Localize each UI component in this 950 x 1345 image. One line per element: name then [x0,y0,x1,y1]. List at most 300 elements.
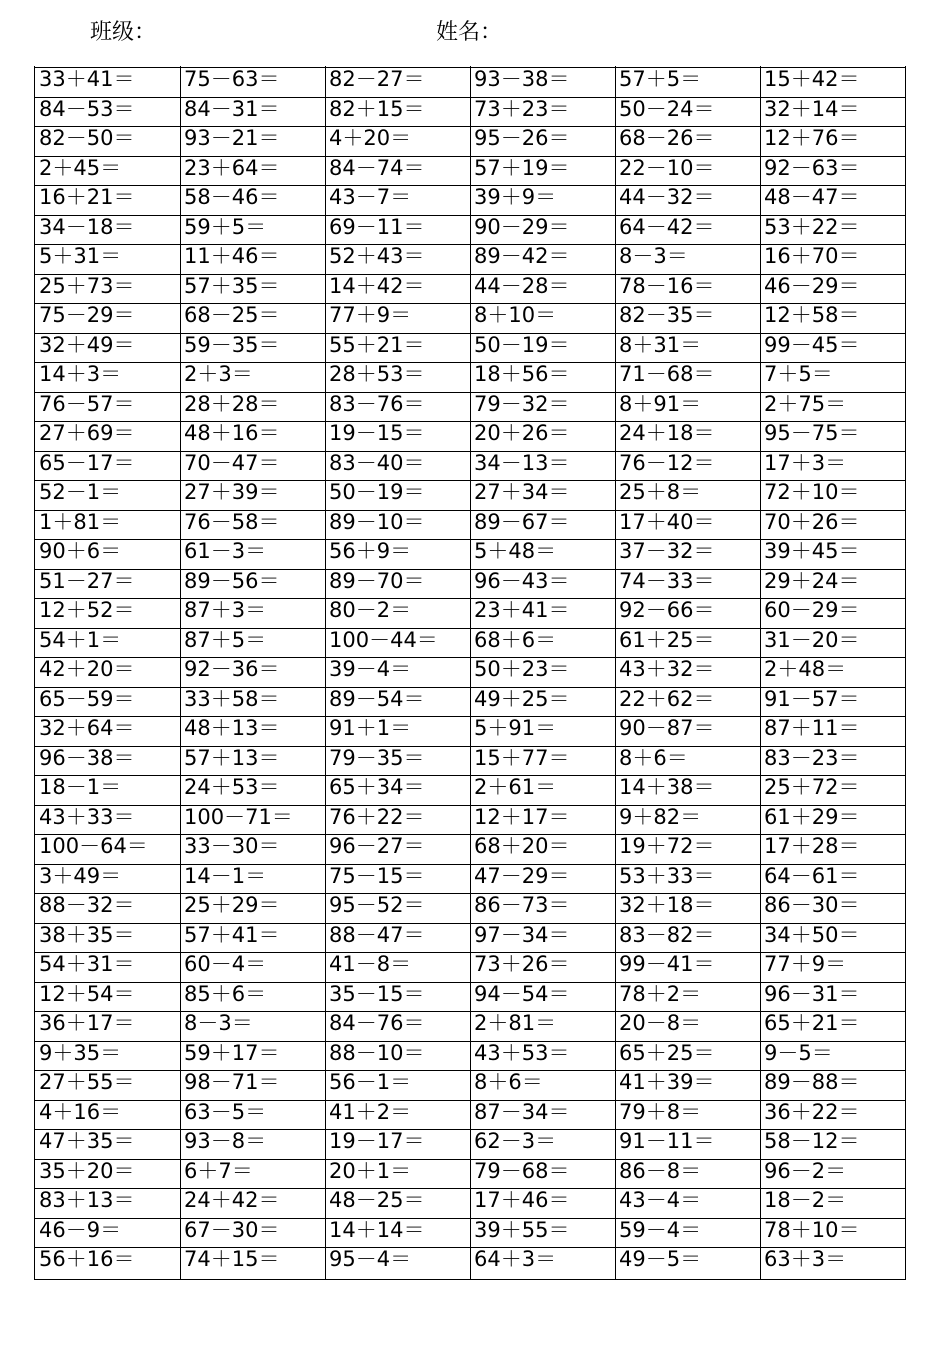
arithmetic-problem: 96－2＝ [764,1158,847,1183]
row-rule [35,333,905,334]
problem-row [35,686,905,716]
arithmetic-problem: 84－74＝ [329,155,425,180]
arithmetic-problem: 90－87＝ [619,716,715,740]
arithmetic-problem: 58－12＝ [764,1129,860,1153]
arithmetic-problem: 43－7＝ [329,185,412,209]
arithmetic-problem: 25＋8＝ [619,480,702,504]
arithmetic-problem: 59＋5＝ [184,214,267,239]
arithmetic-problem: 53＋22＝ [764,214,860,239]
row-rule [35,1188,905,1189]
row-rule [35,1100,905,1101]
arithmetic-problem: 27＋55＝ [39,1070,135,1094]
arithmetic-problem: 4＋16＝ [39,1099,122,1124]
row-rule [35,97,905,98]
arithmetic-problem: 2＋75＝ [764,391,847,416]
arithmetic-problem: 38＋35＝ [39,922,135,947]
arithmetic-problem: 80－2＝ [329,598,412,622]
row-rule [35,1159,905,1160]
arithmetic-problem: 52＋43＝ [329,244,425,268]
problem-row [35,981,905,1011]
arithmetic-problem: 82＋15＝ [329,96,425,121]
arithmetic-problem: 32＋14＝ [764,96,860,121]
row-rule [35,362,905,363]
arithmetic-problem: 55＋21＝ [329,332,425,357]
arithmetic-problem: 78＋10＝ [764,1217,860,1242]
problem-row [35,804,905,834]
arithmetic-problem: 20＋1＝ [329,1158,412,1183]
arithmetic-problem: 87＋11＝ [764,716,860,740]
arithmetic-problem: 15＋42＝ [764,67,860,91]
problem-row [35,1128,905,1158]
arithmetic-problem: 11＋46＝ [184,244,280,268]
arithmetic-problem: 99－45＝ [764,332,860,357]
arithmetic-problem: 79－68＝ [474,1158,570,1183]
arithmetic-problem: 14＋38＝ [619,775,715,799]
arithmetic-problem: 31－20＝ [764,627,860,652]
arithmetic-problem: 36＋17＝ [39,1011,135,1035]
problem-row [35,1158,905,1188]
arithmetic-problem: 84－53＝ [39,96,135,121]
arithmetic-problem: 7＋5＝ [764,362,833,386]
row-rule [35,569,905,570]
arithmetic-problem: 36＋22＝ [764,1099,860,1124]
problem-row [35,125,905,155]
arithmetic-problem: 100－44＝ [329,627,438,652]
arithmetic-problem: 46－9＝ [39,1217,122,1242]
arithmetic-problem: 84－31＝ [184,96,280,121]
row-rule [35,657,905,658]
arithmetic-problem: 48－47＝ [764,185,860,209]
row-rule [35,805,905,806]
arithmetic-problem: 89－42＝ [474,244,570,268]
arithmetic-problem: 8－3＝ [184,1011,253,1035]
row-rule [35,864,905,865]
arithmetic-problem: 88－32＝ [39,893,135,917]
arithmetic-problem: 69－11＝ [329,214,425,239]
arithmetic-problem: 99－41＝ [619,952,715,976]
row-rule [35,746,905,747]
problem-row [35,332,905,362]
arithmetic-problem: 9＋82＝ [619,804,702,829]
arithmetic-problem: 60－4＝ [184,952,267,976]
arithmetic-problem: 77＋9＝ [329,303,412,327]
arithmetic-problem: 64－61＝ [764,863,860,888]
arithmetic-problem: 91＋1＝ [329,716,412,740]
problem-row [35,774,905,804]
arithmetic-problem: 75－15＝ [329,863,425,888]
arithmetic-problem: 92－63＝ [764,155,860,180]
arithmetic-problem: 84－76＝ [329,1011,425,1035]
problem-row [35,1010,905,1040]
arithmetic-problem: 57＋5＝ [619,67,702,91]
arithmetic-problem: 2＋48＝ [764,657,847,681]
row-rule [35,952,905,953]
arithmetic-problem: 43＋53＝ [474,1040,570,1065]
arithmetic-problem: 62－3＝ [474,1129,557,1153]
arithmetic-problem: 8＋91＝ [619,391,702,416]
arithmetic-problem: 12＋52＝ [39,598,135,622]
arithmetic-problem: 34－18＝ [39,214,135,239]
arithmetic-problem: 73＋26＝ [474,952,570,976]
row-rule [35,1247,905,1248]
problem-row [35,1187,905,1217]
arithmetic-problem: 39＋55＝ [474,1217,570,1242]
arithmetic-problem: 95－4＝ [329,1247,412,1271]
arithmetic-problem: 75－63＝ [184,67,280,91]
row-rule [35,775,905,776]
arithmetic-problem: 82－27＝ [329,67,425,91]
arithmetic-problem: 83－23＝ [764,745,860,770]
arithmetic-problem: 32＋49＝ [39,332,135,357]
arithmetic-problem: 82－50＝ [39,126,135,150]
row-rule [35,303,905,304]
arithmetic-problem: 14＋42＝ [329,273,425,298]
arithmetic-problem: 89－10＝ [329,509,425,534]
arithmetic-problem: 90＋6＝ [39,539,122,563]
arithmetic-problem: 59－4＝ [619,1217,702,1242]
arithmetic-problem: 28＋28＝ [184,391,280,416]
arithmetic-problem: 35＋20＝ [39,1158,135,1183]
arithmetic-problem: 79＋8＝ [619,1099,702,1124]
row-rule [35,67,905,68]
problem-row [35,568,905,598]
arithmetic-problem: 83＋13＝ [39,1188,135,1212]
arithmetic-problem: 8＋6＝ [474,1070,543,1094]
row-rule [35,274,905,275]
arithmetic-problem: 86－8＝ [619,1158,702,1183]
arithmetic-problem: 50＋23＝ [474,657,570,681]
problem-row [35,922,905,952]
arithmetic-problem: 87＋3＝ [184,598,267,622]
problem-row [35,184,905,214]
row-rule [35,687,905,688]
problem-row [35,745,905,775]
problem-row [35,863,905,893]
arithmetic-problem: 32＋18＝ [619,893,715,917]
arithmetic-problem: 5＋48＝ [474,539,557,563]
arithmetic-problem: 79－32＝ [474,391,570,416]
arithmetic-problem: 74＋15＝ [184,1247,280,1271]
arithmetic-problem: 12＋17＝ [474,804,570,829]
arithmetic-problem: 48－25＝ [329,1188,425,1212]
arithmetic-problem: 23＋41＝ [474,598,570,622]
arithmetic-problem: 87－34＝ [474,1099,570,1124]
row-rule [35,156,905,157]
problem-row [35,66,905,96]
arithmetic-problem: 33＋41＝ [39,67,135,91]
name-label: 姓名： [436,20,503,45]
arithmetic-problem: 89－88＝ [764,1070,860,1094]
arithmetic-problem: 37－32＝ [619,539,715,563]
arithmetic-problem: 75－29＝ [39,303,135,327]
problem-row [35,833,905,863]
arithmetic-problem: 25＋73＝ [39,273,135,298]
arithmetic-problem: 34＋50＝ [764,922,860,947]
row-rule [35,598,905,599]
arithmetic-problem: 17＋46＝ [474,1188,570,1212]
arithmetic-problem: 100－71＝ [184,804,293,829]
arithmetic-problem: 15＋77＝ [474,745,570,770]
problem-row [35,214,905,244]
arithmetic-problem: 96－38＝ [39,745,135,770]
arithmetic-problem: 16＋70＝ [764,244,860,268]
row-rule [35,628,905,629]
arithmetic-problem: 32＋64＝ [39,716,135,740]
arithmetic-problem: 56＋9＝ [329,539,412,563]
arithmetic-problem: 61＋29＝ [764,804,860,829]
arithmetic-problem: 42＋20＝ [39,657,135,681]
arithmetic-problem: 20＋26＝ [474,421,570,445]
arithmetic-problem: 35－15＝ [329,981,425,1006]
arithmetic-problem: 73＋23＝ [474,96,570,121]
arithmetic-problem: 57＋35＝ [184,273,280,298]
arithmetic-problem: 93－38＝ [474,67,570,91]
arithmetic-problem: 53＋33＝ [619,863,715,888]
arithmetic-problem: 97－34＝ [474,922,570,947]
row-rule [35,510,905,511]
problem-row [35,1069,905,1099]
arithmetic-problem: 2＋61＝ [474,775,557,799]
arithmetic-problem: 86－30＝ [764,893,860,917]
arithmetic-problem: 39－4＝ [329,657,412,681]
arithmetic-problem: 96－27＝ [329,834,425,858]
row-rule [35,215,905,216]
arithmetic-problem: 27＋39＝ [184,480,280,504]
arithmetic-problem: 68－26＝ [619,126,715,150]
problem-row [35,656,905,686]
arithmetic-problem: 33－30＝ [184,834,280,858]
arithmetic-problem: 12＋54＝ [39,981,135,1006]
arithmetic-problem: 78－16＝ [619,273,715,298]
arithmetic-problem: 64－42＝ [619,214,715,239]
arithmetic-problem: 93－21＝ [184,126,280,150]
row-rule [35,539,905,540]
arithmetic-problem: 41＋2＝ [329,1099,412,1124]
arithmetic-problem: 24＋53＝ [184,775,280,799]
arithmetic-problem: 67－30＝ [184,1217,280,1242]
row-rule [35,716,905,717]
arithmetic-problem: 95－26＝ [474,126,570,150]
arithmetic-problem: 12＋58＝ [764,303,860,327]
arithmetic-problem: 19－17＝ [329,1129,425,1153]
row-rule [35,392,905,393]
arithmetic-problem: 47－29＝ [474,863,570,888]
arithmetic-problem: 59＋17＝ [184,1040,280,1065]
arithmetic-problem: 5＋91＝ [474,716,557,740]
arithmetic-problem: 43＋32＝ [619,657,715,681]
arithmetic-problem: 8＋31＝ [619,332,702,357]
row-rule [35,923,905,924]
arithmetic-problem: 44－28＝ [474,273,570,298]
problem-row [35,509,905,539]
problem-row [35,1040,905,1070]
arithmetic-problem: 34－13＝ [474,450,570,475]
arithmetic-problem: 89－56＝ [184,568,280,593]
arithmetic-problem: 65－59＝ [39,686,135,711]
arithmetic-problem: 61－3＝ [184,539,267,563]
arithmetic-problem: 71－68＝ [619,362,715,386]
arithmetic-problem: 63＋3＝ [764,1247,847,1271]
problem-row [35,1217,905,1247]
arithmetic-problem: 74－33＝ [619,568,715,593]
arithmetic-problem: 25＋29＝ [184,893,280,917]
arithmetic-problem: 89－54＝ [329,686,425,711]
arithmetic-problem: 77＋9＝ [764,952,847,976]
arithmetic-worksheet-grid [34,66,906,1280]
problem-row [35,302,905,332]
arithmetic-problem: 44－32＝ [619,185,715,209]
arithmetic-problem: 8－3＝ [619,244,688,268]
arithmetic-problem: 39＋45＝ [764,539,860,563]
row-rule [35,893,905,894]
arithmetic-problem: 46－29＝ [764,273,860,298]
arithmetic-problem: 54＋31＝ [39,952,135,976]
arithmetic-problem: 76－58＝ [184,509,280,534]
problem-row [35,391,905,421]
arithmetic-problem: 52－1＝ [39,480,122,504]
arithmetic-problem: 93－8＝ [184,1129,267,1153]
arithmetic-problem: 92－66＝ [619,598,715,622]
problem-row [35,627,905,657]
arithmetic-problem: 79－35＝ [329,745,425,770]
arithmetic-problem: 18＋56＝ [474,362,570,386]
arithmetic-problem: 22＋62＝ [619,686,715,711]
arithmetic-problem: 58－46＝ [184,185,280,209]
row-rule [35,421,905,422]
arithmetic-problem: 90－29＝ [474,214,570,239]
arithmetic-problem: 76－57＝ [39,391,135,416]
arithmetic-problem: 91－57＝ [764,686,860,711]
arithmetic-problem: 16＋21＝ [39,185,135,209]
problem-row [35,715,905,745]
arithmetic-problem: 96－31＝ [764,981,860,1006]
class-label: 班级： [90,20,157,45]
problem-row [35,450,905,480]
problem-row [35,361,905,391]
arithmetic-problem: 22－10＝ [619,155,715,180]
problem-row [35,96,905,126]
problem-row [35,538,905,568]
arithmetic-problem: 43＋33＝ [39,804,135,829]
arithmetic-problem: 48＋13＝ [184,716,280,740]
problem-row [35,1246,905,1276]
arithmetic-problem: 65＋25＝ [619,1040,715,1065]
arithmetic-problem: 89－67＝ [474,509,570,534]
arithmetic-problem: 83－40＝ [329,450,425,475]
arithmetic-problem: 76－12＝ [619,450,715,475]
arithmetic-problem: 51－27＝ [39,568,135,593]
arithmetic-problem: 48＋16＝ [184,421,280,445]
arithmetic-problem: 95－52＝ [329,893,425,917]
arithmetic-problem: 43－4＝ [619,1188,702,1212]
problem-row [35,479,905,509]
arithmetic-problem: 83－76＝ [329,391,425,416]
arithmetic-problem: 25＋72＝ [764,775,860,799]
row-rule [35,982,905,983]
arithmetic-problem: 70－47＝ [184,450,280,475]
arithmetic-problem: 5＋31＝ [39,244,122,268]
arithmetic-problem: 27＋34＝ [474,480,570,504]
arithmetic-problem: 54＋1＝ [39,627,122,652]
arithmetic-problem: 64＋3＝ [474,1247,557,1271]
arithmetic-problem: 96－43＝ [474,568,570,593]
arithmetic-problem: 88－47＝ [329,922,425,947]
arithmetic-problem: 65＋34＝ [329,775,425,799]
arithmetic-problem: 94－54＝ [474,981,570,1006]
arithmetic-problem: 20－8＝ [619,1011,702,1035]
row-rule [35,126,905,127]
arithmetic-problem: 18－1＝ [39,775,122,799]
arithmetic-problem: 72＋10＝ [764,480,860,504]
problem-row [35,420,905,450]
arithmetic-problem: 4＋20＝ [329,126,412,150]
problem-row [35,273,905,303]
row-rule [35,244,905,245]
arithmetic-problem: 87＋5＝ [184,627,267,652]
arithmetic-problem: 57＋41＝ [184,922,280,947]
arithmetic-problem: 24＋42＝ [184,1188,280,1212]
arithmetic-problem: 33＋58＝ [184,686,280,711]
arithmetic-problem: 9＋35＝ [39,1040,122,1065]
arithmetic-problem: 49＋25＝ [474,686,570,711]
problem-row [35,951,905,981]
arithmetic-problem: 2＋3＝ [184,362,253,386]
arithmetic-problem: 2＋81＝ [474,1011,557,1035]
arithmetic-problem: 9－5＝ [764,1040,833,1065]
arithmetic-problem: 70＋26＝ [764,509,860,534]
row-rule [35,1129,905,1130]
arithmetic-problem: 65－17＝ [39,450,135,475]
arithmetic-problem: 2＋45＝ [39,155,122,180]
arithmetic-problem: 57＋13＝ [184,745,280,770]
arithmetic-problem: 56＋16＝ [39,1247,135,1271]
arithmetic-problem: 19－15＝ [329,421,425,445]
arithmetic-problem: 68＋6＝ [474,627,557,652]
problem-row [35,892,905,922]
row-rule [35,185,905,186]
arithmetic-problem: 57＋19＝ [474,155,570,180]
row-rule [35,1218,905,1219]
arithmetic-problem: 28＋53＝ [329,362,425,386]
arithmetic-problem: 14－1＝ [184,863,267,888]
row-rule [35,1011,905,1012]
problem-row [35,597,905,627]
arithmetic-problem: 92－36＝ [184,657,280,681]
arithmetic-problem: 63－5＝ [184,1099,267,1124]
problem-row [35,243,905,273]
arithmetic-problem: 61＋25＝ [619,627,715,652]
arithmetic-problem: 49－5＝ [619,1247,702,1271]
problem-row [35,155,905,185]
arithmetic-problem: 98－71＝ [184,1070,280,1094]
arithmetic-problem: 83－82＝ [619,922,715,947]
row-rule [35,480,905,481]
arithmetic-problem: 68＋20＝ [474,834,570,858]
row-rule [35,451,905,452]
arithmetic-problem: 59－35＝ [184,332,280,357]
arithmetic-problem: 47＋35＝ [39,1129,135,1153]
arithmetic-problem: 12＋76＝ [764,126,860,150]
arithmetic-problem: 65＋21＝ [764,1011,860,1035]
arithmetic-problem: 82－35＝ [619,303,715,327]
arithmetic-problem: 6＋7＝ [184,1158,253,1183]
arithmetic-problem: 18－2＝ [764,1188,847,1212]
arithmetic-problem: 95－75＝ [764,421,860,445]
arithmetic-problem: 8＋10＝ [474,303,557,327]
arithmetic-problem: 76＋22＝ [329,804,425,829]
arithmetic-problem: 17＋40＝ [619,509,715,534]
arithmetic-problem: 3＋49＝ [39,863,122,888]
